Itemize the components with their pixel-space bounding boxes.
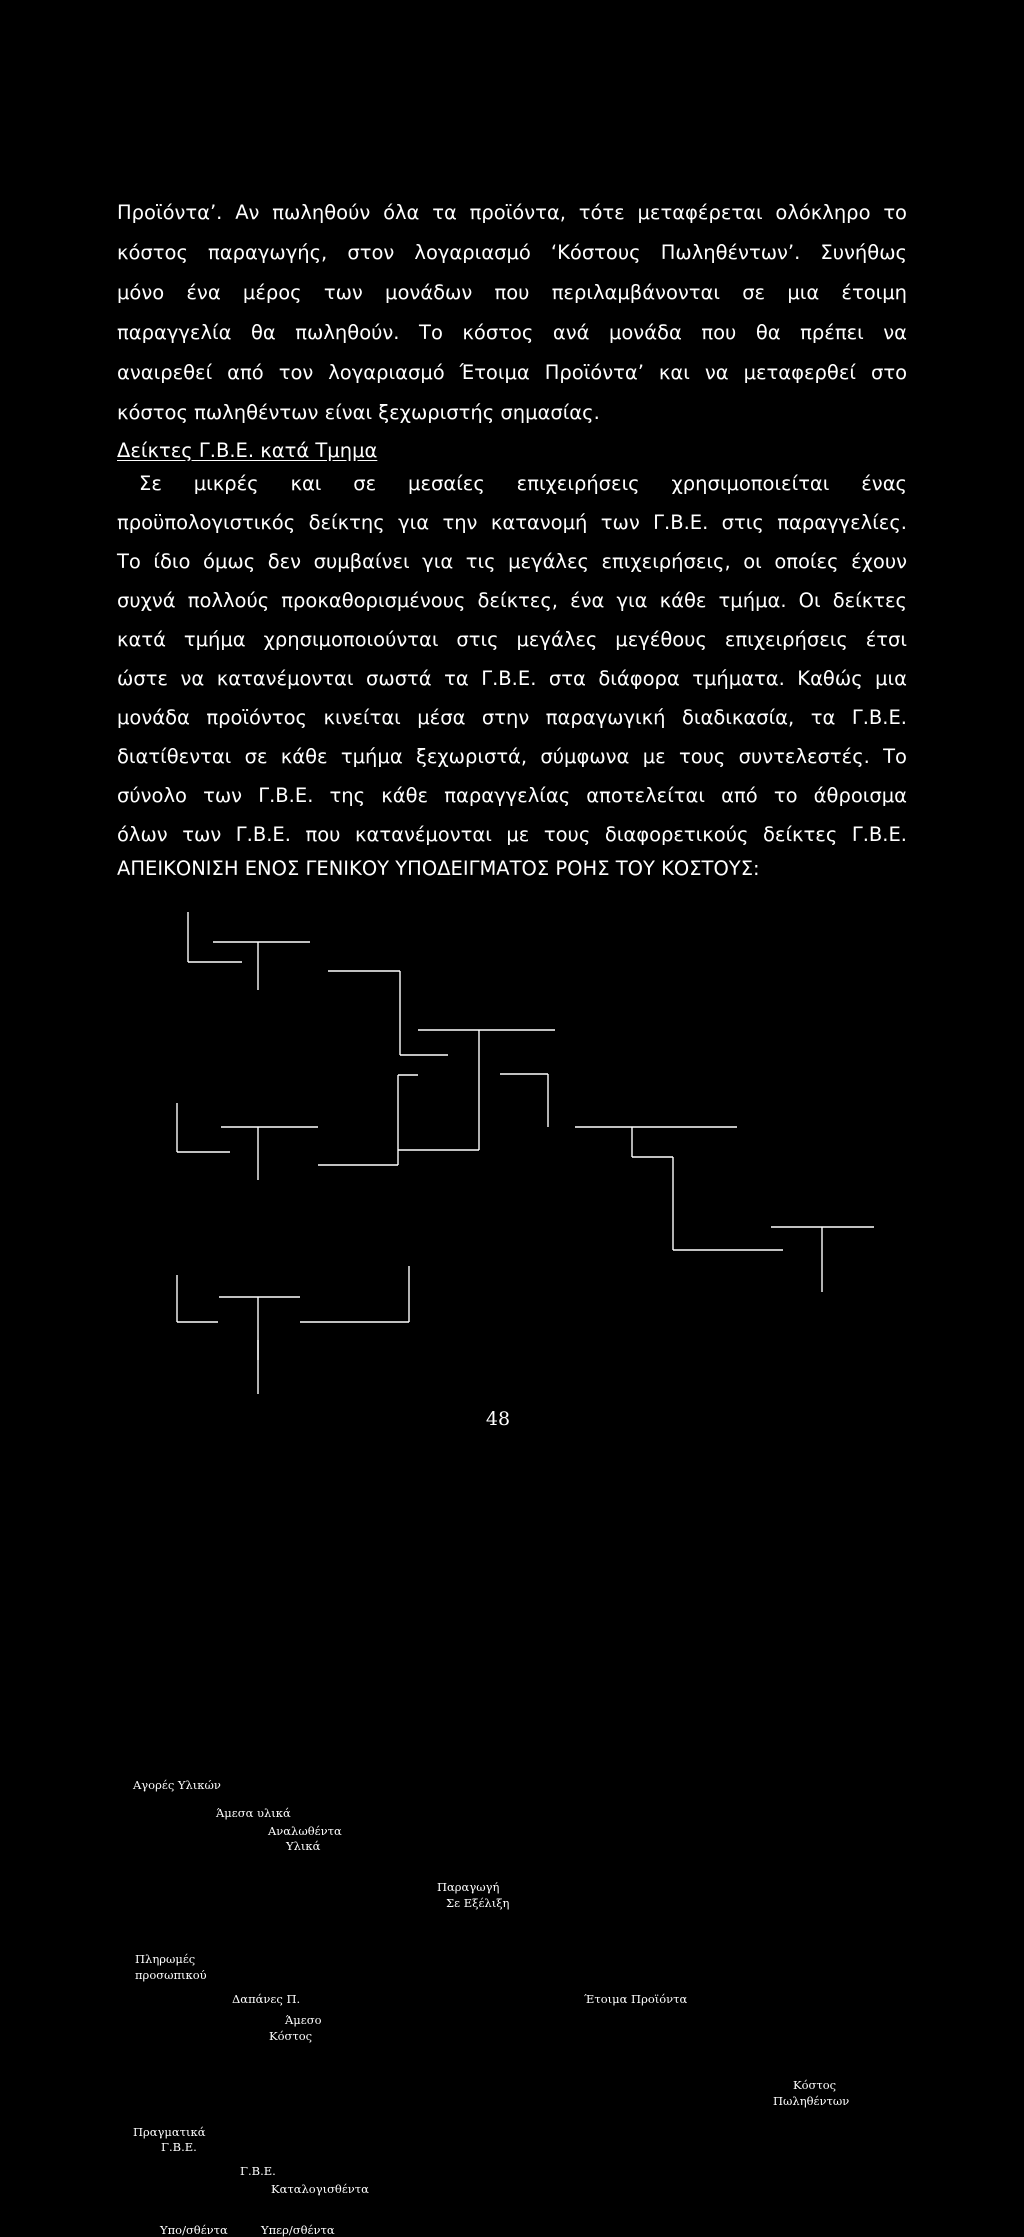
label-ylika: Υλικά — [286, 1839, 321, 1853]
paragraph-line: Το ίδιο όμως δεν συμβαίνει για τις μεγάλες επιχειρήσεις, οι οποίες έχουν — [117, 550, 907, 573]
diagram-connectors — [0, 880, 1024, 1400]
paragraph-line: σύνολο των Γ.Β.Ε. της κάθε παραγγελίας αποτελείται από το άθροισμα — [117, 784, 907, 807]
paragraph-line: προϋπολογιστικός δείκτης για την κατανομή των Γ.Β.Ε. στις παραγγελίες. — [117, 511, 907, 534]
label-se-exelixi: Σε Εξέλιξη — [446, 1896, 510, 1910]
label-prosopikou: προσωπικού — [135, 1968, 207, 1982]
label-amesa-ylika: Άμεσα υλικά — [216, 1806, 291, 1820]
paragraph-line: διατίθενται σε κάθε τμήμα ξεχωριστά, σύμφωνα με τους συντελεστές. Το — [117, 745, 907, 768]
paragraph-line: κόστος πωληθέντων είναι ξεχωριστής σημασίας. — [117, 401, 600, 424]
paragraph-line: κατά τμήμα χρησιμοποιούνται στις μεγάλες μεγέθους επιχειρήσεις έτσι — [117, 628, 907, 651]
label-paragogi: Παραγωγή — [437, 1880, 500, 1894]
diagram-title: ΑΠΕΙΚΟΝΙΣΗ ΕΝΟΣ ΓΕΝΙΚΟΥ ΥΠΟΔΕΙΓΜΑΤΟΣ ΡΟΗΣ ΤΟΥ ΚΟΣΤΟΥΣ: — [117, 857, 760, 880]
section-heading: Δείκτες Γ.Β.Ε. κατά Τμημα — [117, 439, 378, 462]
label-gbe: Γ.Β.Ε. — [240, 2164, 276, 2178]
paragraph-line: ώστε να κατανέμονται σωστά τα Γ.Β.Ε. στα διάφορα τμήματα. Καθώς μια — [117, 667, 907, 690]
paragraph-line: μονάδα προϊόντος κινείται μέσα στην παραγωγική διαδικασία, τα Γ.Β.Ε. — [117, 706, 907, 729]
label-pragmatika-gbe: Γ.Β.Ε. — [161, 2140, 197, 2154]
label-pragmatika: Πραγματικά — [133, 2125, 206, 2139]
label-kostos-pol: Κόστος — [793, 2078, 837, 2092]
paragraph-line: παραγγελία θα πωληθούν. Το κόστος ανά μονάδα που θα πρέπει να — [117, 321, 907, 344]
label-agores-ylikon: Αγορές Υλικών — [133, 1778, 221, 1792]
label-katalogisthenta: Καταλογισθέντα — [271, 2182, 369, 2196]
paragraph-line: Προϊόντα’. Αν πωληθούν όλα τα προϊόντα, τότε μεταφέρεται ολόκληρο το — [117, 201, 907, 224]
paragraph-line: κόστος παραγωγής, στον λογαριασμό ‘Κόστους Πωληθέντων’. Συνήθως — [117, 241, 907, 264]
label-ypo: Υπο/σθέντα — [160, 2223, 228, 2237]
paragraph-line: όλων των Γ.Β.Ε. που κατανέμονται με τους διαφορετικούς δείκτες Γ.Β.Ε. — [117, 823, 907, 846]
paragraph-line: αναιρεθεί από τον λογαριασμό Έτοιμα Προϊόντα’ και να μεταφερθεί στο — [117, 361, 907, 384]
paragraph-line: Σε μικρές και σε μεσαίες επιχειρήσεις χρησιμοποιείται ένας — [139, 472, 907, 495]
label-dapanes: Δαπάνες Π. — [232, 1992, 301, 2006]
label-yper: Υπερ/σθέντα — [261, 2223, 335, 2237]
label-analothenta: Αναλωθέντα — [268, 1824, 342, 1838]
label-pliromes: Πληρωμές — [135, 1952, 196, 1966]
label-ameso: Άμεσο — [285, 2013, 322, 2027]
label-kostos: Κόστος — [269, 2029, 313, 2043]
page-number: 48 — [485, 1408, 511, 1430]
paragraph-line: συχνά πολλούς προκαθορισμένους δείκτες, ένα για κάθε τμήμα. Οι δείκτες — [117, 589, 907, 612]
paragraph-line: μόνο ένα μέρος των μονάδων που περιλαμβάνονται σε μια έτοιμη — [117, 281, 907, 304]
label-polithenton: Πωληθέντων — [773, 2094, 850, 2108]
label-etoima-proionta: Έτοιμα Προϊόντα — [584, 1992, 688, 2006]
